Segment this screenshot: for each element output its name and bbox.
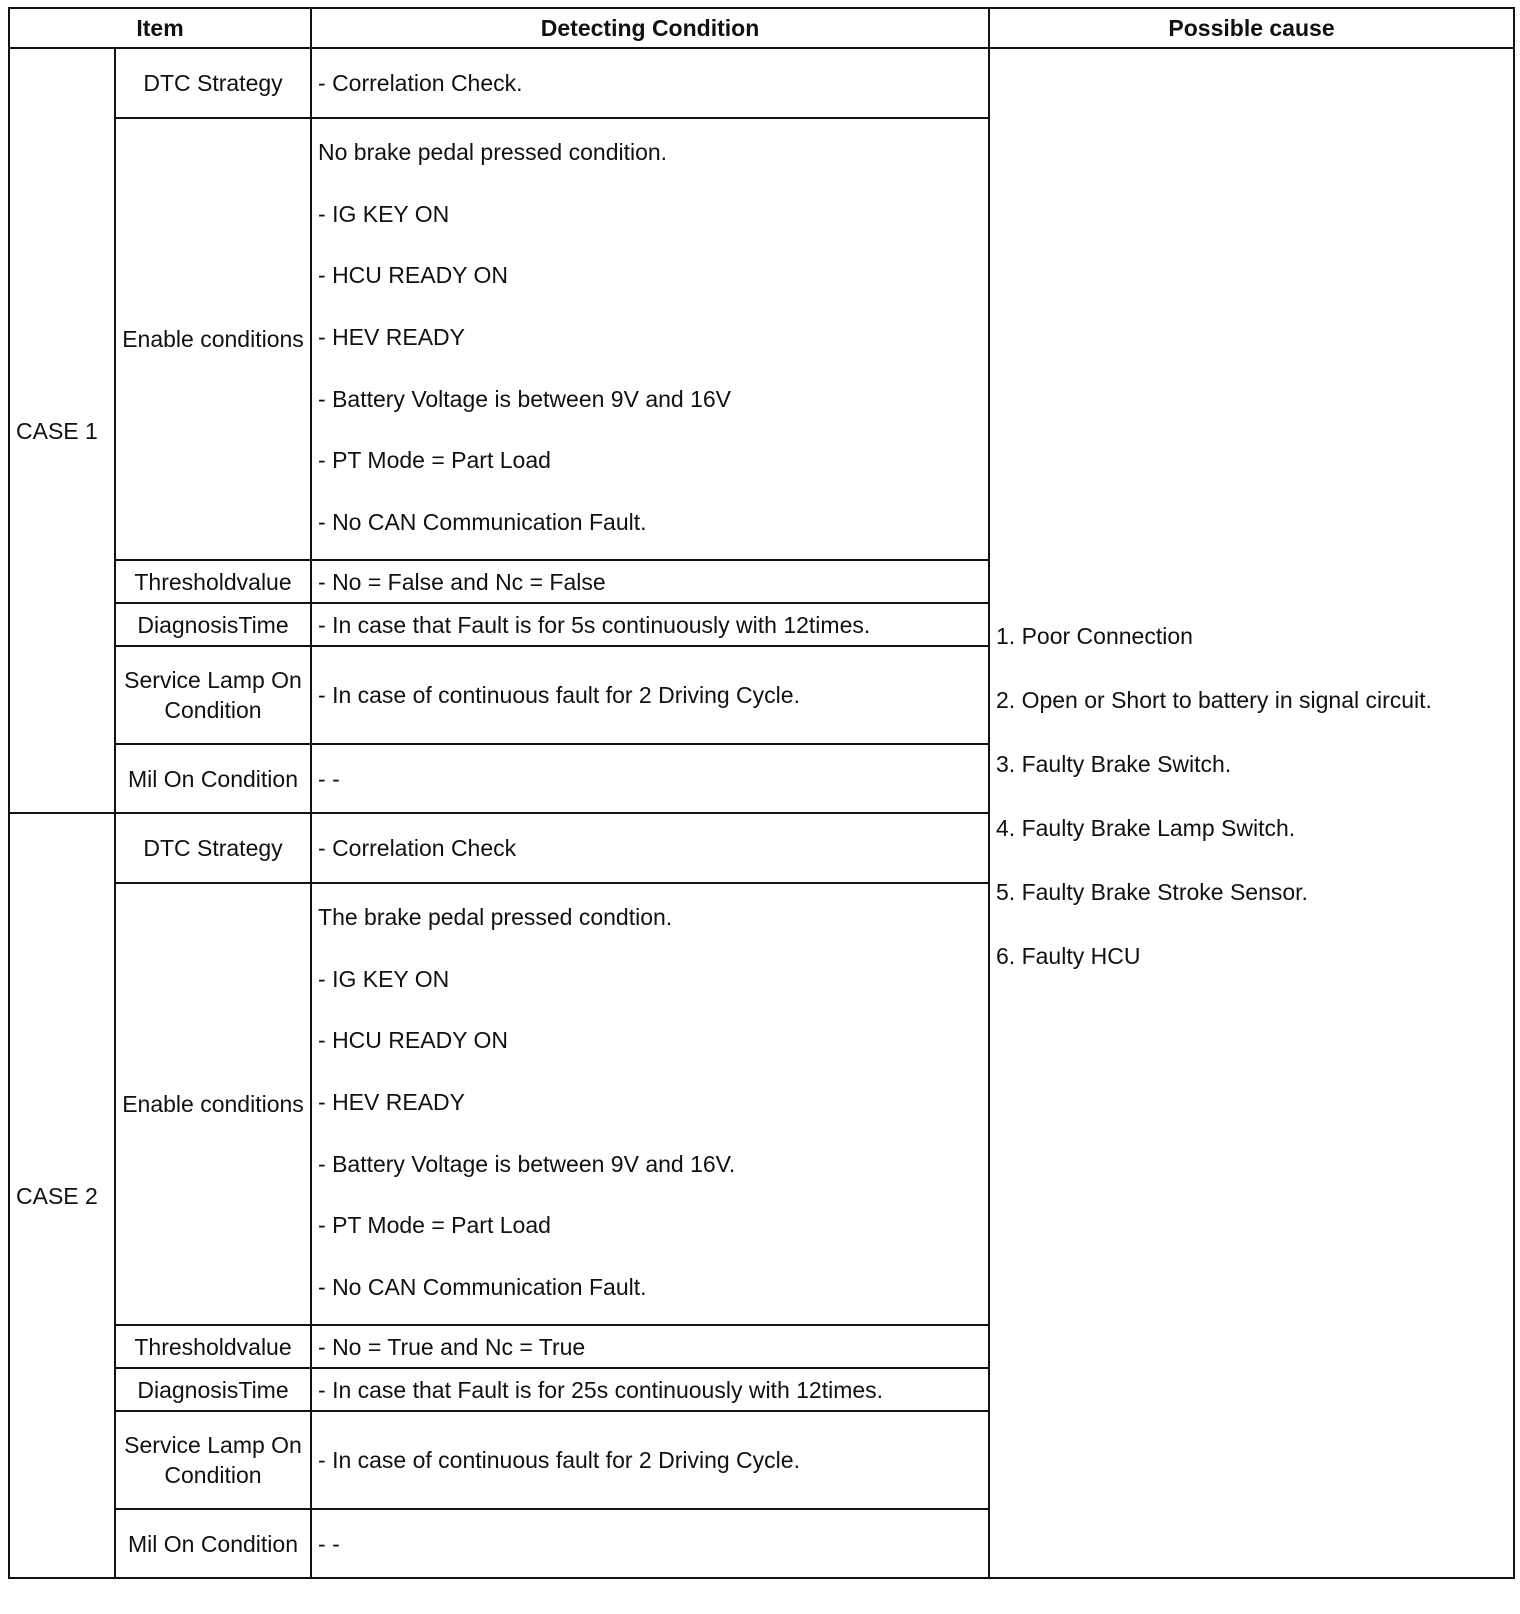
case1-label: CASE 1 (9, 48, 115, 813)
table-row (9, 48, 1514, 118)
condition-line: - IG KEY ON (318, 965, 450, 992)
case1-service-lamp-value: - In case of continuous fault for 2 Driving Cycle. (311, 646, 989, 744)
case1-enable-conditions (311, 118, 989, 560)
list-item: 2. Open or Short to battery in signal circuit. (996, 687, 1432, 713)
list-item: 1. Poor Connection (996, 623, 1193, 649)
dtc-spec-table (8, 7, 1515, 1579)
condition-line: - IG KEY ON (318, 200, 450, 227)
case2-service-lamp-value: - In case of continuous fault for 2 Driving Cycle. (311, 1411, 989, 1509)
case1-threshold-label: Thresholdvalue (115, 560, 311, 603)
header-detecting-condition: Detecting Condition (311, 8, 989, 48)
condition-line: The brake pedal pressed condtion. (318, 904, 673, 930)
case1-dtc-strategy-label: DTC Strategy (115, 48, 311, 118)
condition-line: - HEV READY (318, 323, 465, 350)
header-item: Item (9, 8, 311, 48)
condition-line: - HCU READY ON (318, 262, 509, 289)
case1-enable-label: Enable conditions (115, 118, 311, 560)
case1-threshold-value: - No = False and Nc = False (311, 560, 989, 603)
case1-service-lamp-label: Service Lamp On Condition (115, 646, 311, 744)
condition-line: - Battery Voltage is between 9V and 16V. (318, 1150, 736, 1177)
case2-mil-label: Mil On Condition (115, 1509, 311, 1578)
list-item: 5. Faulty Brake Stroke Sensor. (996, 879, 1308, 905)
case2-enable-label: Enable conditions (115, 883, 311, 1325)
header-row (9, 8, 1514, 48)
condition-line: - PT Mode = Part Load (318, 447, 551, 474)
possible-cause-list (996, 621, 1507, 1005)
condition-line: - PT Mode = Part Load (318, 1212, 551, 1239)
header-possible-cause: Possible cause (989, 8, 1514, 48)
list-item: 6. Faulty HCU (996, 943, 1141, 969)
list-item: 4. Faulty Brake Lamp Switch. (996, 815, 1296, 841)
case2-service-lamp-label: Service Lamp On Condition (115, 1411, 311, 1509)
case2-mil-value: - - (311, 1509, 989, 1578)
case1-mil-label: Mil On Condition (115, 744, 311, 813)
case1-mil-value: - - (311, 744, 989, 813)
case2-threshold-label: Thresholdvalue (115, 1325, 311, 1368)
case2-diagnosis-time-label: DiagnosisTime (115, 1368, 311, 1411)
condition-line: - HCU READY ON (318, 1027, 509, 1054)
case1-diagnosis-time-value: - In case that Fault is for 5s continuously with 12times. (311, 603, 989, 646)
case2-label: CASE 2 (9, 813, 115, 1578)
condition-line: - HEV READY (318, 1088, 465, 1115)
case2-dtc-strategy-value: - Correlation Check (311, 813, 989, 883)
case2-dtc-strategy-label: DTC Strategy (115, 813, 311, 883)
condition-line: - No CAN Communication Fault. (318, 508, 647, 535)
case1-dtc-strategy-value: - Correlation Check. (311, 48, 989, 118)
case2-diagnosis-time-value: - In case that Fault is for 25s continuously with 12times. (311, 1368, 989, 1411)
case2-threshold-value: - No = True and Nc = True (311, 1325, 989, 1368)
case2-enable-conditions (311, 883, 989, 1325)
list-item: 3. Faulty Brake Switch. (996, 751, 1232, 777)
condition-line: - No CAN Communication Fault. (318, 1273, 647, 1300)
case1-diagnosis-time-label: DiagnosisTime (115, 603, 311, 646)
possible-cause-cell (989, 48, 1514, 1578)
condition-line: - Battery Voltage is between 9V and 16V (318, 385, 732, 412)
condition-line: No brake pedal pressed condition. (318, 139, 668, 165)
